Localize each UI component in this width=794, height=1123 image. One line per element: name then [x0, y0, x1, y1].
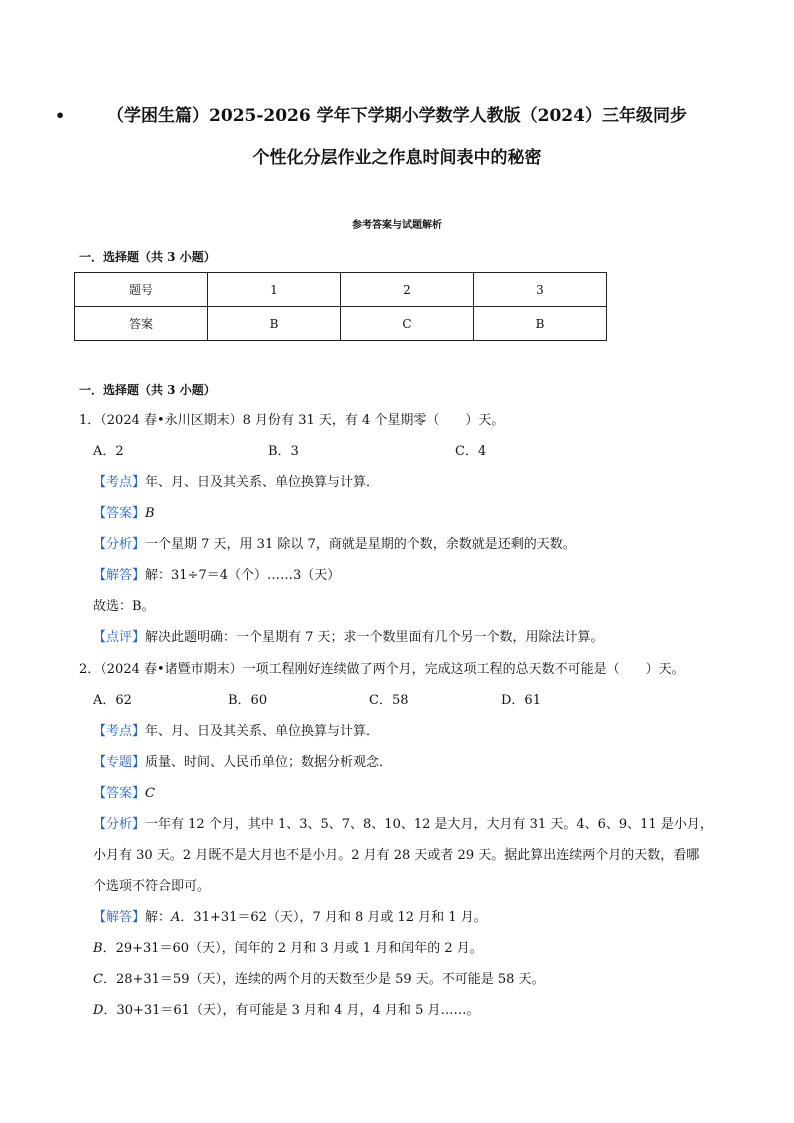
fenxi-text: 一个星期 7 天，用 31 除以 7，商就是星期的个数，余数就是还剩的天数。 — [145, 537, 576, 552]
dianping-text: 解决此题明确：一个星期有 7 天；求一个数里面有几个另一个数，用除法计算。 — [145, 630, 604, 645]
table-cell: 题号 — [75, 273, 208, 307]
subtitle: 参考答案与试题解析 — [352, 220, 442, 231]
table-cell: B — [208, 307, 341, 341]
table-cell: 3 — [474, 273, 607, 307]
option-c: C．58 — [369, 693, 409, 708]
kaodian-text: 年、月、日及其关系、单位换算与计算． — [145, 724, 380, 739]
jieda-a-letter: A — [171, 910, 181, 925]
jieda-row — [79, 560, 729, 591]
guxuan-row: 故选：B。 — [93, 599, 155, 614]
answer-tag: 【答案】 — [93, 786, 146, 801]
answer-section-heading: 一．选择题（共 3 小题） — [79, 250, 216, 264]
fenxi-tag: 【分析】 — [93, 817, 146, 832]
answer-text: C — [145, 786, 155, 801]
option-a: A．62 — [93, 693, 132, 708]
title-line-1 — [0, 100, 794, 132]
jieda-text: 解：31÷7＝4（个）……3（天） — [145, 568, 341, 583]
dianping-tag: 【点评】 — [93, 630, 146, 645]
jieda-b-letter: B — [93, 941, 103, 956]
title-line-2: 个性化分层作业之作息时间表中的秘密 — [252, 148, 542, 168]
answer-row — [79, 498, 729, 529]
jieda-tag: 【解答】 — [93, 910, 146, 925]
jieda-c-letter: C — [93, 972, 103, 987]
jieda-b-text: ．29+31＝60（天），闰年的 2 月和 3 月或 1 月和闰年的 2 月。 — [102, 941, 483, 956]
answer-tag: 【答案】 — [93, 506, 146, 521]
table-cell: 2 — [341, 273, 474, 307]
answer-text: B — [145, 506, 155, 521]
kaodian-row — [79, 467, 729, 498]
option-c: C．4 — [455, 444, 487, 459]
table-row — [75, 273, 607, 307]
document-title — [0, 100, 794, 174]
jieda-row — [79, 902, 729, 933]
zhuanti-row — [79, 747, 729, 778]
jieda-d-letter: D — [93, 1003, 104, 1018]
zhuanti-text: 质量、时间、人民币单位；数据分析观念． — [145, 755, 393, 770]
jieda-tag: 【解答】 — [93, 568, 146, 583]
table-cell: C — [341, 307, 474, 341]
answer-table — [74, 272, 607, 341]
fenxi-row-2: 小月有 30 天。2 月既不是大月也不是小月。2 月有 28 天或者 29 天。据此算出连续两个月的天数，看哪 — [93, 848, 700, 863]
kaodian-tag: 【考点】 — [93, 475, 146, 490]
question-2-options — [79, 685, 729, 716]
question-1-stem: 1．（2024 春•永川区期末）8 月份有 31 天，有 4 个星期零（ ）天。 — [79, 413, 505, 428]
zhuanti-tag: 【专题】 — [93, 755, 146, 770]
fenxi-tag: 【分析】 — [93, 537, 146, 552]
option-b: B．3 — [268, 444, 299, 459]
table-cell: 1 — [208, 273, 341, 307]
option-b: B．60 — [228, 693, 268, 708]
fenxi-row-3: 个选项不符合即可。 — [93, 879, 211, 894]
answer-row — [79, 778, 729, 809]
kaodian-row — [79, 716, 729, 747]
jieda-c-text: ．28+31＝59（天），连续的两个月的天数至少是 59 天。不可能是 58 天。 — [102, 972, 545, 987]
jieda-c-row — [79, 964, 729, 995]
fenxi-row — [79, 809, 729, 840]
fenxi-row — [79, 529, 729, 560]
kaodian-text: 年、月、日及其关系、单位换算与计算． — [145, 475, 380, 490]
question-1 — [79, 405, 729, 653]
option-d: D．61 — [501, 693, 541, 708]
dianping-row — [79, 622, 729, 653]
table-cell: B — [474, 307, 607, 341]
question-2-stem: 2．（2024 春•诸暨市期末）一项工程刚好连续做了两个月，完成这项工程的总天数不可能是（ ）天。 — [79, 662, 685, 677]
kaodian-tag: 【考点】 — [93, 724, 146, 739]
jieda-prefix: 解： — [145, 910, 172, 925]
jieda-a-text: ．31+31＝62（天），7 月和 8 月或 12 月和 1 月。 — [180, 910, 487, 925]
table-row — [75, 307, 607, 341]
title-text-1: （学困生篇）2025-2026 学年下学期小学数学人教版（2024）三年级同步 — [107, 106, 687, 126]
question-1-options — [79, 436, 729, 467]
fenxi-text-1: 一年有 12 个月，其中 1、3、5、7、8、10、12 是大月，大月有 31 天。4、6、9、11 是小月， — [145, 817, 713, 832]
bullet-icon: • — [55, 106, 66, 125]
question-2 — [79, 654, 729, 1026]
jieda-d-text: ．30+31＝61（天），有可能是 3 月和 4 月，4 月和 5 月……。 — [103, 1003, 480, 1018]
detail-section-heading: 一．选择题（共 3 小题） — [79, 383, 216, 397]
jieda-d-row — [79, 995, 729, 1026]
option-a: A．2 — [93, 444, 124, 459]
jieda-b-row — [79, 933, 729, 964]
table-cell: 答案 — [75, 307, 208, 341]
